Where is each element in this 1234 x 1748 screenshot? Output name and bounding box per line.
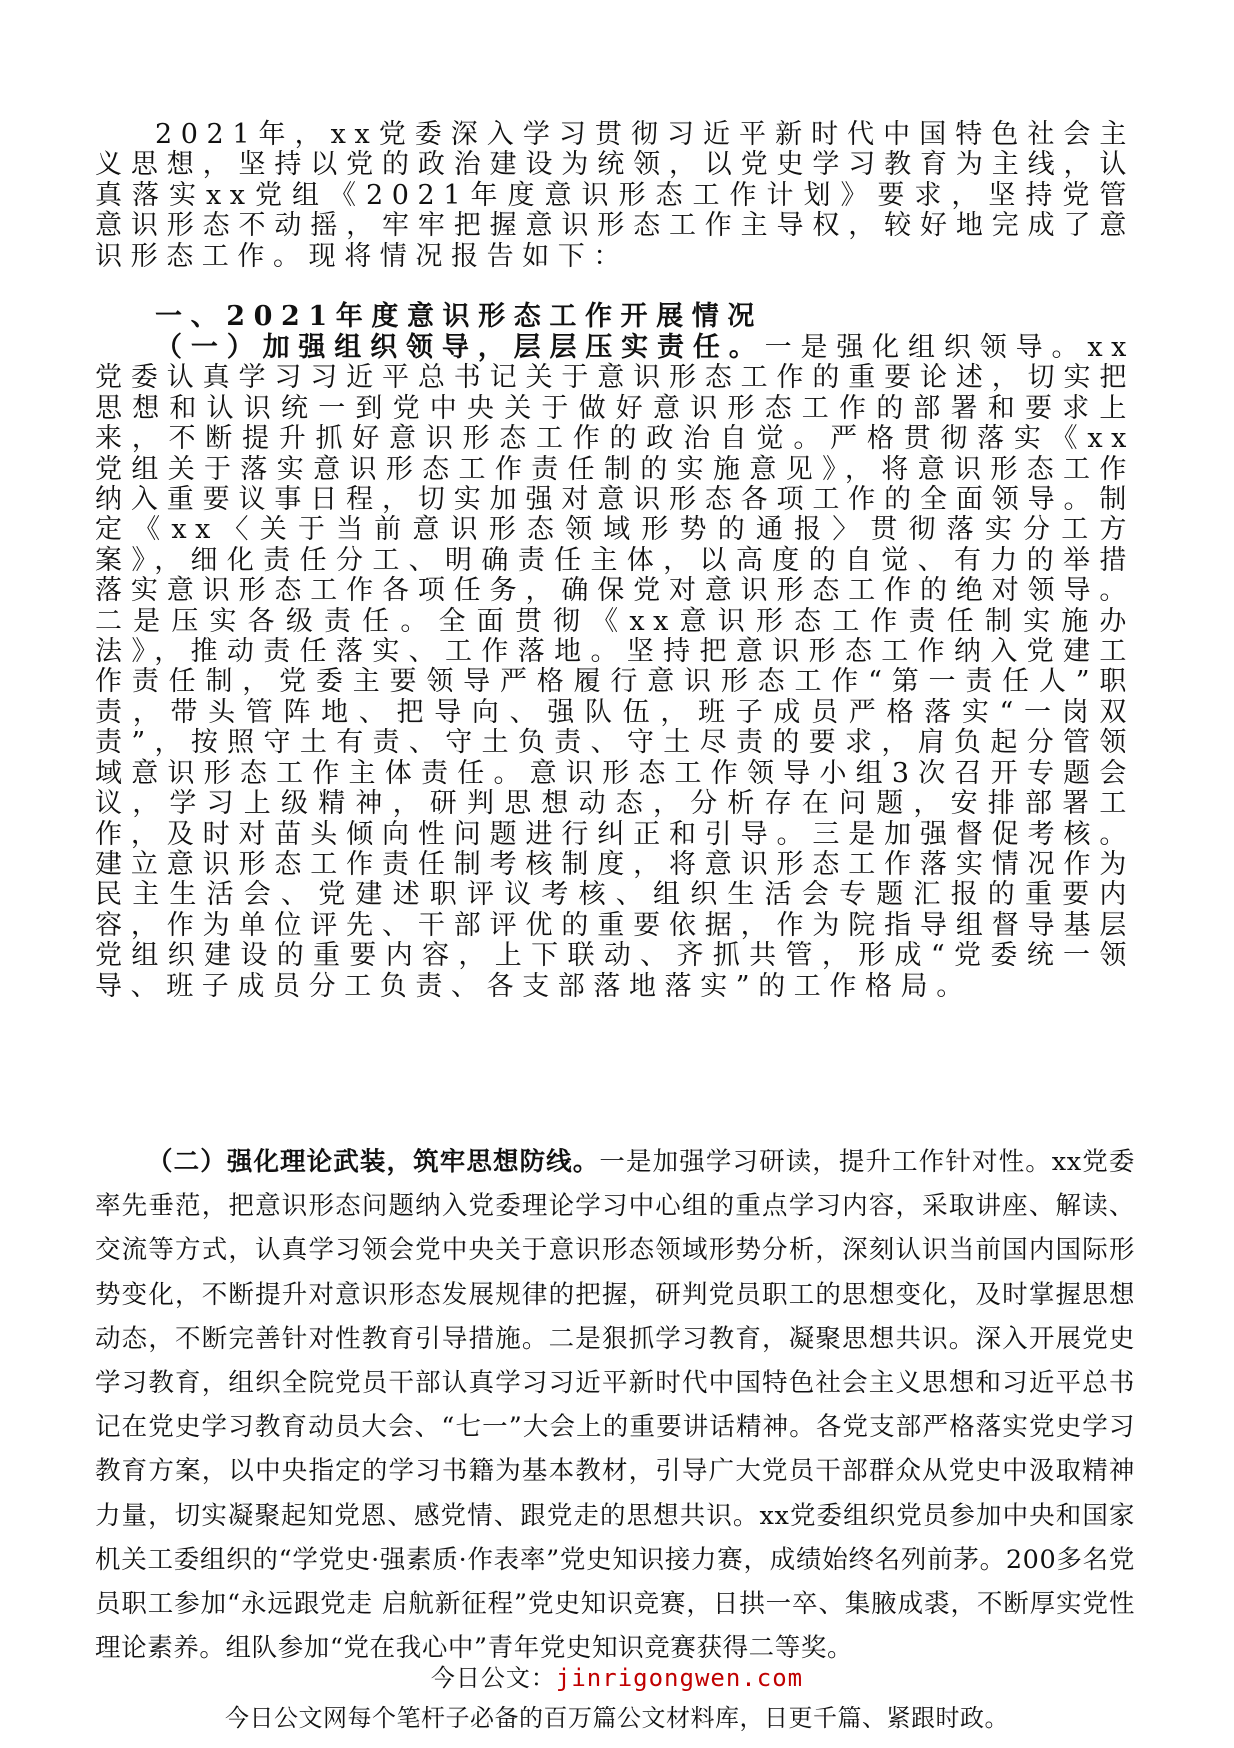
subsection-1-paragraph bbox=[95, 333, 1135, 1002]
footer-tagline: 今日公文网每个笔杆子必备的百万篇公文材料库，日更千篇、紧跟时政。 bbox=[225, 1704, 1009, 1732]
footer-url-link[interactable]: jinrigongwen.com bbox=[555, 1664, 804, 1692]
subsection-2-title: （二）强化理论武装，筑牢思想防线。 bbox=[147, 1147, 600, 1177]
subsection-1-title: （一）加强组织领导，层层压实责任。 bbox=[155, 332, 765, 363]
intro-paragraph: 2021年，xx党委深入学习贯彻习近平新时代中国特色社会主义思想，坚持以党的政治建设为统领，以党史学习教育为主线，认真落实xx党组《2021年度意识形态工作计划》要求，坚持党管意识形态不动摇，牢牢把握意识形态工作主导权，较好地完成了意识形态工作。现将情况报告如下： bbox=[95, 119, 1135, 272]
footer-source-line bbox=[0, 1658, 1234, 1693]
section-heading-1: 一、2021年度意识形态工作开展情况 bbox=[155, 301, 763, 332]
subsection-2-text: 一是加强学习研读，提升工作针对性。xx党委率先垂范，把意识形态问题纳入党委理论学习中心组的重点学习内容，采取讲座、解读、交流等方式，认真学习领会党中央关于意识形态领域形势分析，深刻认识当前国内国际形势变化，不断提升对意识形态发展规律的把握，研判党员职工的思想变化，及时掌握思想动态，不断完善针对性教育引导措施。二是狠抓学习教育，凝聚思想共识。深入开展党史学习教育，组织全院党员干部认真学习习近平新时代中国特色社会主义思想和习近平总书记在党史学习教育动员大会、“七一”大会上的重要讲话精神。各党支部严格落实党史学习教育方案，以中央指定的学习书籍为基本教材，引导广大党员干部群众从党史中汲取精神力量，切实凝聚起知党恩、感党情、跟党走的思想共识。xx党委组织党员参加中央和国家机关工委组织的“学党史·强素质·作表率”党史知识接力赛，成绩始终名列前茅。200多名党员职工参加“永远跟党走 启航新征程”党史知识竞赛，日拱一卒、集腋成裘，不断厚实党性理论素养。组队参加“党在我心中”青年党史知识竞赛获得二等奖。 bbox=[95, 1147, 1135, 1664]
subsection-1-text: 一是强化组织领导。xx党委认真学习习近平总书记关于意识形态工作的重要论述，切实把思想和认识统一到党中央关于做好意识形态工作的部署和要求上来，不断提升抓好意识形态工作的政治自觉。严格贯彻落实《xx党组关于落实意识形态工作责任制的实施意见》，将意识形态工作纳入重要议事日程，切实加强对意识形态各项工作的全面领导。制定《xx〈关于当前意识形态领域形势的通报〉贯彻落实分工方案》，细化责任分工、明确责任主体，以高度的自觉、有力的举措落实意识形态工作各项任务，确保党对意识形态工作的绝对领导。二是压实各级责任。全面贯彻《xx意识形态工作责任制实施办法》，推动责任落实、工作落地。坚持把意识形态工作纳入党建工作责任制，党委主要领导严格履行意识形态工作“第一责任人”职责，带头管阵地、把导向、强队伍，班子成员严格落实“一岗双责”，按照守土有责、守土负责、守土尽责的要求，肩负起分管领域意识形态工作主体责任。意识形态工作领导小组3次召开专题会议，学习上级精神，研判思想动态，分析存在问题，安排部署工作，及时对苗头倾向性问题进行纠正和引导。三是加强督促考核。建立意识形态工作责任制考核制度，将意识形态工作落实情况作为民主生活会、党建述职评议考核、组织生活会专题汇报的重要内容，作为单位评先、干部评优的重要依据，作为院指导组督导基层党组织建设的重要内容，上下联动、齐抓共管，形成“党委统一领导、班子成员分工负责、各支部落地落实”的工作格局。 bbox=[95, 332, 1135, 1002]
footer-prefix: 今日公文： bbox=[430, 1664, 556, 1692]
subsection-2-paragraph bbox=[95, 1140, 1135, 1670]
